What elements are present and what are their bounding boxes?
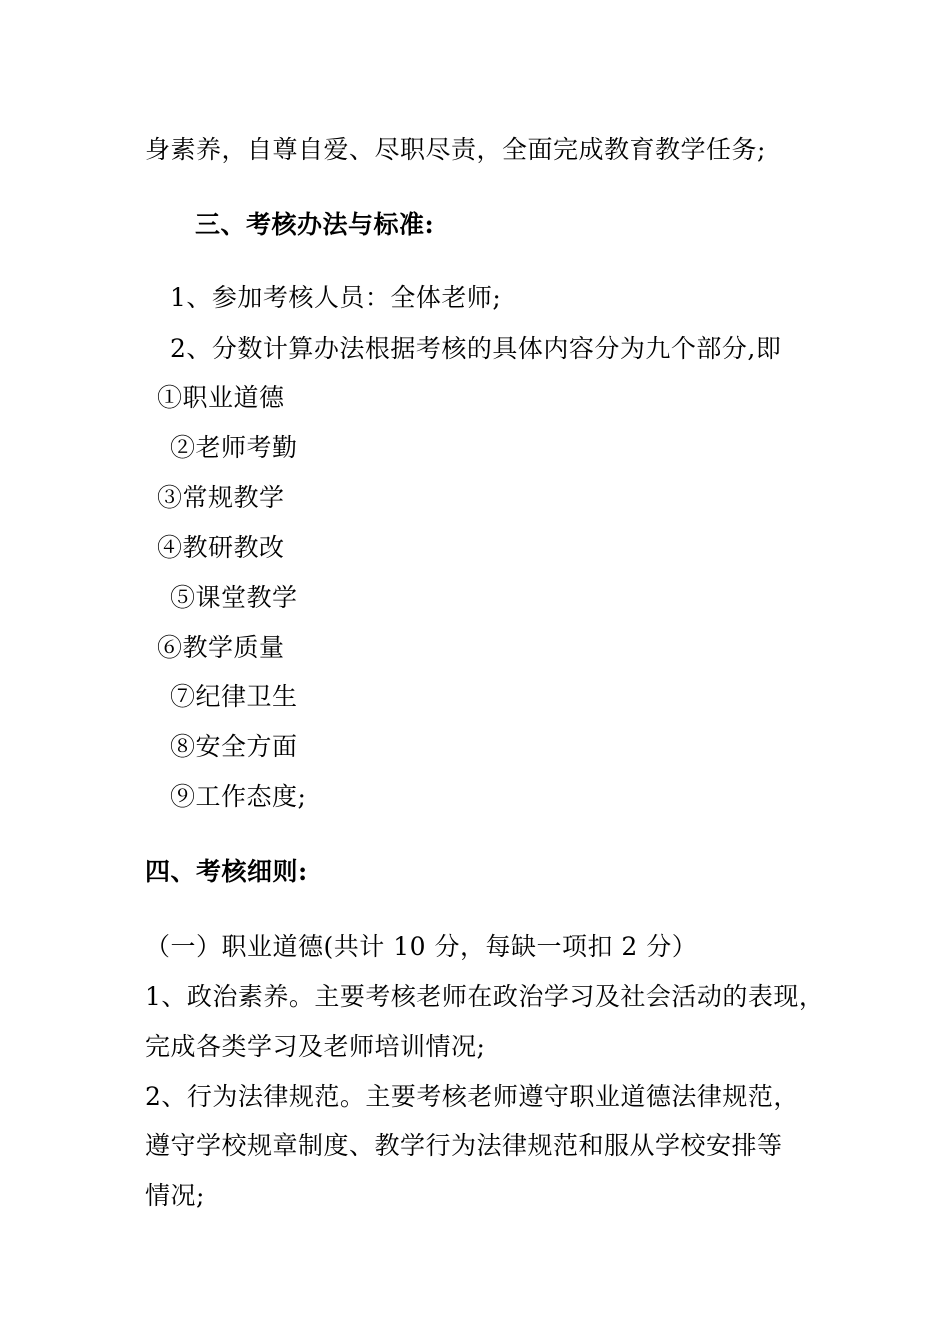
continuation-line: 身素养，自尊自爱、尽职尽责，全面完成教育教学任务; xyxy=(145,135,766,164)
part-item-6: ⑥教学质量 xyxy=(157,633,285,662)
section-4-heading: 四、考核细则: xyxy=(145,857,308,886)
part-item-1: ①职业道德 xyxy=(157,383,285,412)
section-4-subheading: （一）职业道德(共计 10 分，每缺一项扣 2 分） xyxy=(145,932,698,961)
part-item-3: ③常规教学 xyxy=(157,483,285,512)
part-item-8: ⑧安全方面 xyxy=(170,732,298,761)
part-item-5: ⑤课堂教学 xyxy=(170,583,298,612)
part-item-9: ⑨工作态度; xyxy=(170,782,307,811)
part-item-4: ④教研教改 xyxy=(157,533,285,562)
rule-1-line-1: 1、政治素养。主要考核老师在政治学习及社会活动的表现， xyxy=(145,982,825,1011)
rule-2-line-1: 2、行为法律规范。主要考核老师遵守职业道德法律规范， xyxy=(145,1082,799,1111)
section-3-item-2: 2、分数计算办法根据考核的具体内容分为九个部分,即 xyxy=(170,334,782,363)
part-item-2: ②老师考勤 xyxy=(170,433,298,462)
section-3-item-1: 1、参加考核人员：全体老师; xyxy=(170,283,502,312)
section-3-heading: 三、考核办法与标准: xyxy=(195,210,435,239)
rule-2-line-3: 情况; xyxy=(145,1181,205,1210)
rule-2-line-2: 遵守学校规章制度、教学行为法律规范和服从学校安排等 xyxy=(145,1131,783,1160)
rule-1-line-2: 完成各类学习及老师培训情况; xyxy=(145,1032,486,1061)
part-item-7: ⑦纪律卫生 xyxy=(170,682,298,711)
